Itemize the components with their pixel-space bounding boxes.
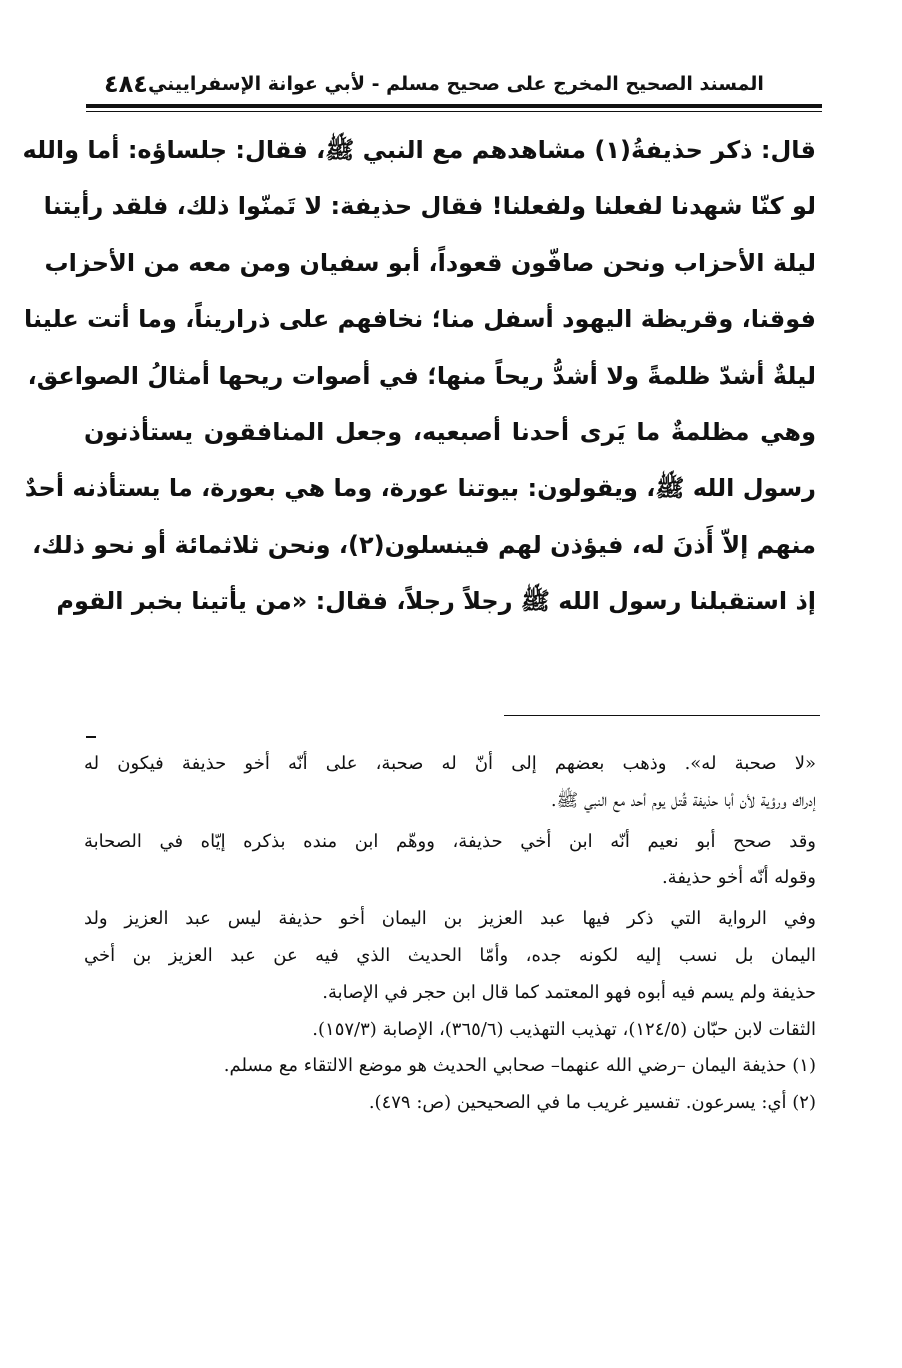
footnote-continuation-mark — [86, 736, 96, 738]
main-text-line: ليلة الأحزاب ونحن صافّون قعوداً، أبو سفيان ومن معه من الأحزاب — [44, 248, 816, 277]
footnote-riwaya-line: وفي الرواية التي ذكر فيها عبد العزيز بن اليمان أخو حذيفة ليس عبد العزيز ولد — [84, 908, 816, 930]
header-rule-thick — [86, 104, 822, 108]
main-text-line: ليلةٌ أشدّ ظلمةً ولا أشدُّ ريحاً منها؛ في أصوات ريحها أمثالُ الصواعق، — [27, 361, 816, 390]
main-text-line: إذ استقبلنا رسول الله ﷺ رجلاً رجلاً، فقال: «من يأتينا بخبر القوم — [56, 587, 816, 616]
footnote-abu-nuaym-line: وقوله أنّه أخو حذيفة. — [661, 867, 816, 889]
main-text-line: وهي مظلمةٌ ما يَرى أحدنا أصبعيه، وجعل المنافقون يستأذنون — [84, 417, 816, 446]
main-text-line: فوقنا، وقريظة اليهود أسفل منا؛ نخافهم على ذراريناً، وما أتت علينا — [23, 305, 816, 334]
footnote-continuation-line: «لا صحبة له». وذهب بعضهم إلى أنّ له صحبة، على أنّه أخو حذيفة فيكون له — [84, 753, 816, 774]
footnote-1: (١) حذيفة اليمان –رضي الله عنهما– صحابي الحديث هو موضع الالتقاء مع مسلم. — [223, 1055, 816, 1077]
page-header — [82, 66, 820, 102]
page-number: ٤٨٤ — [104, 70, 148, 98]
footnote-abu-nuaym-line: وقد صحح أبو نعيم أنّه ابن أخي حذيفة، ووهّم ابن منده بذكره إيّاه في الصحابة — [84, 830, 816, 852]
main-text-line: قال: ذكر حذيفةُ(١) مشاهدهم مع النبي ﷺ، فقال: جلساؤه: أما والله — [22, 136, 816, 164]
footnote-continuation-line: إدراك ورؤية لأن أبا حذيفة قُتل يوم أحد مع النبي ﷺ. — [550, 789, 816, 811]
footnote-2: (٢) أي: يسرعون. تفسير غريب ما في الصحيحين (ص: ٤٧٩). — [368, 1092, 816, 1114]
footnote-sources: الثقات لابن حبّان (١٢٤/٥)، تهذيب التهذيب (٣٦٥/٦)، الإصابة (١٥٧/٣). — [312, 1018, 816, 1040]
header-rule-thin — [86, 111, 822, 112]
footnote-riwaya-line: حذيفة ولم يسم فيه أبوه فهو المعتمد كما قال ابن حجر في الإصابة. — [322, 981, 816, 1003]
main-text-line: لو كنّا شهدنا لفعلنا ولفعلنا! فقال حذيفة: لا تَمنّوا ذلك، فلقد رأيتنا — [43, 192, 816, 221]
main-text-line: رسول الله ﷺ، ويقولون: بيوتنا عورة، وما هي بعورة، ما يستأذنه أحدٌ — [24, 474, 816, 503]
main-text-line: منهم إلاّ أَذنَ له، فيؤذن لهم فينسلون(٢)، ونحن ثلاثمائة أو نحو ذلك، — [32, 530, 816, 559]
footnotes — [84, 746, 816, 1122]
footnote-separator — [504, 715, 820, 716]
main-text-body — [22, 122, 816, 630]
footnote-riwaya-line: اليمان بل نسب إليه لكونه جده، وأمّا الحديث الذي فيه عن عبد العزيز بن أخي — [84, 944, 816, 966]
running-title: المسند الصحيح المخرج على صحيح مسلم - لأبي عوانة الإسفراييني — [147, 73, 764, 95]
